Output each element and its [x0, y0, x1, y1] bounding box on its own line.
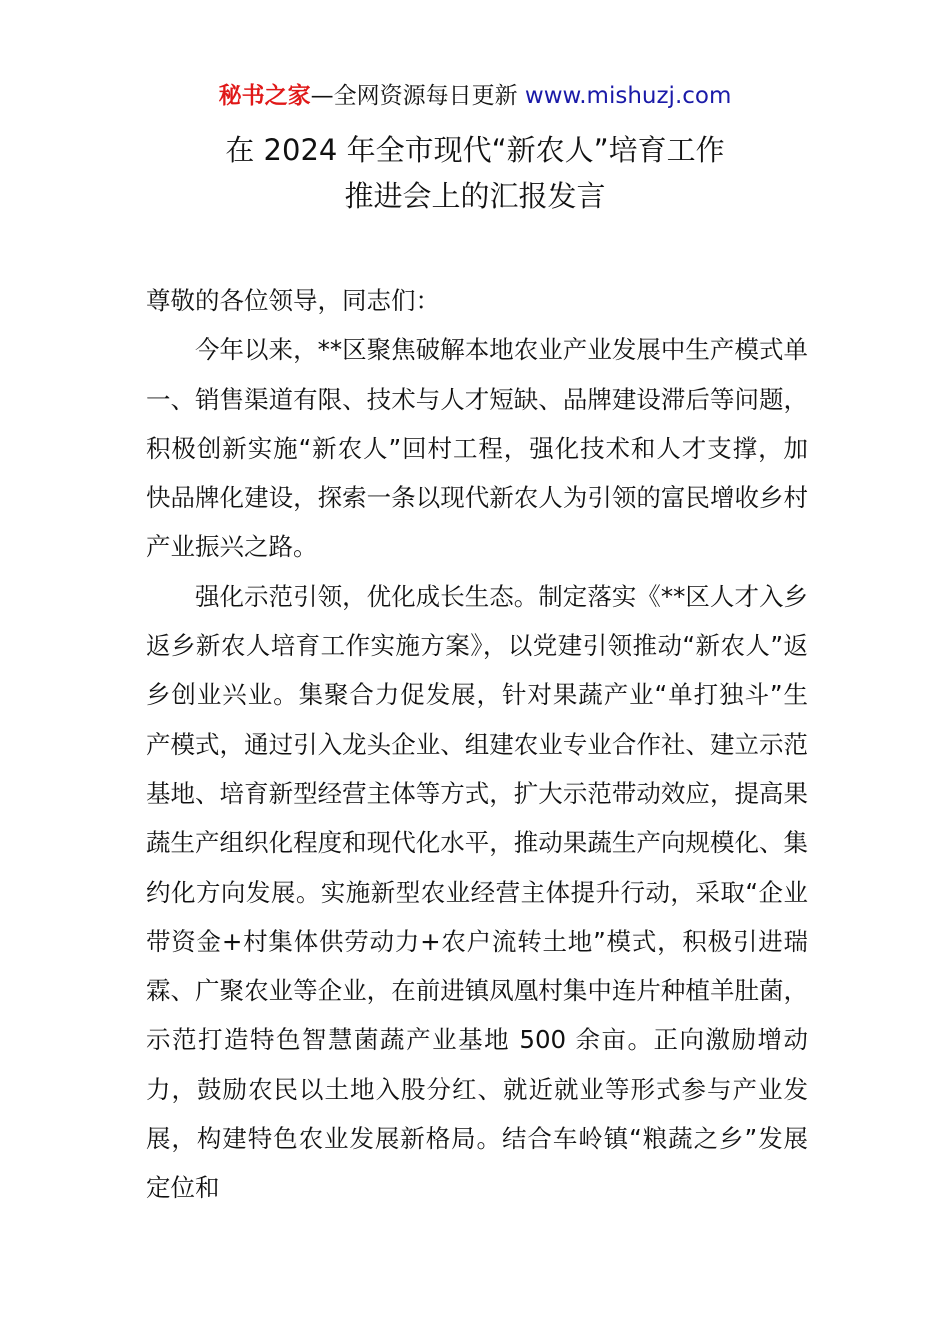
paragraph-demonstration: 强化示范引领，优化成长生态。制定落实《**区人才入乡返乡新农人培育工作实施方案》，以党建引领推动“新农人”返乡创业兴业。集聚合力促发展，针对果蔬产业“单打独斗”生产模式，通过引入龙头企业、组建农业专业合作社、建立示范基地、培育新型经营主体等方式，扩大示范带动效应，提高果蔬生产组织化程度和现代化水平，推动果蔬生产向规模化、集约化方向发展。实施新型农业经营主体提升行动，采取“企业带资金+村集体供劳动力+农户流转土地”模式，积极引进瑞霖、广聚农业等企业，在前进镇凤凰村集中连片种植羊肚菌，示范打造特色智慧菌蔬产业基地 500 余亩。正向激励增动力，鼓励农民以土地入股分红、就近就业等形式参与产业发展，构建特色农业发展新格局。结合车岭镇“粮蔬之乡”发展定位和: [146, 581, 808, 1203]
title-line-1: 在 2024 年全市现代“新农人”培育工作: [225, 133, 725, 167]
paragraph-intro: 今年以来，**区聚焦破解本地农业产业发展中生产模式单一、销售渠道有限、技术与人才短缺、品牌建设滞后等问题，积极创新实施“新农人”回村工程，强化技术和人才支撑，加快品牌化建设，探索一条以现代新农人为引领的富民增收乡村产业振兴之路。: [146, 335, 808, 562]
document-title: [0, 127, 950, 219]
salutation: 尊敬的各位领导，同志们：: [146, 286, 440, 315]
brand-name: 秘书之家: [218, 83, 311, 109]
site-url-link[interactable]: www.mishuzj.com: [524, 83, 732, 109]
title-line-2: 推进会上的汇报发言: [344, 179, 606, 213]
site-header: [0, 80, 950, 112]
header-tagline: —全网资源每日更新: [310, 83, 525, 109]
document-body: [146, 276, 808, 1213]
